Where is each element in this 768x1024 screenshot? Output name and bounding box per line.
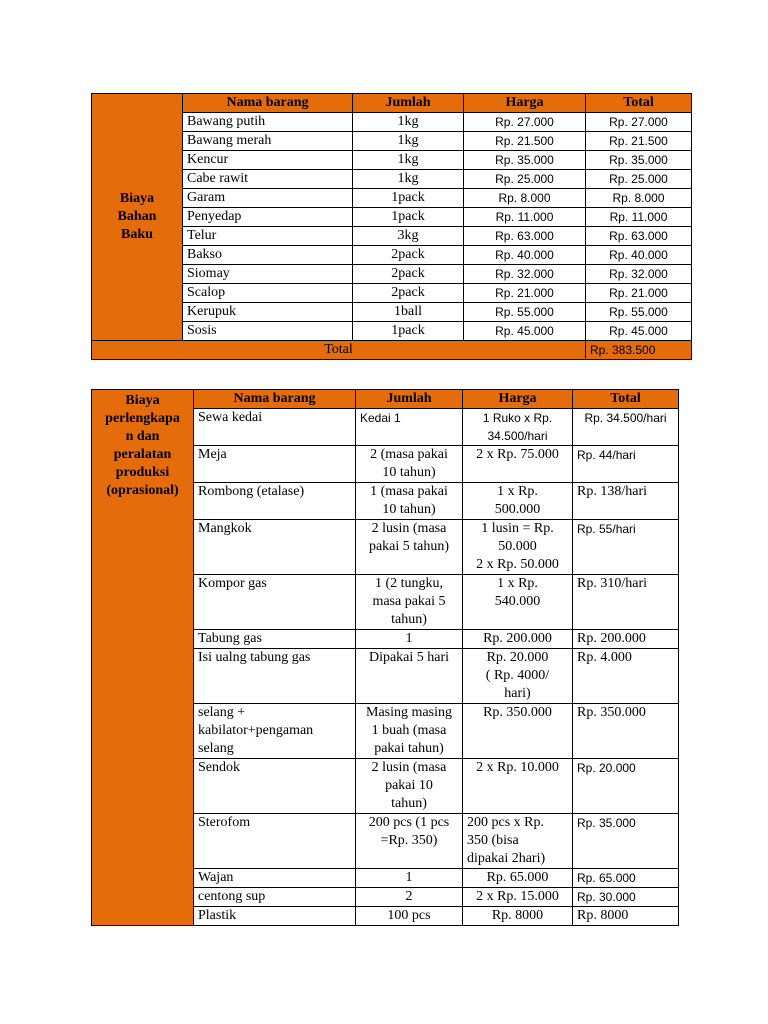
item-price: Rp. 65.000 xyxy=(463,869,573,888)
item-total: Rp. 32.000 xyxy=(586,265,692,284)
table-header-row xyxy=(92,94,692,113)
item-qty: 2 xyxy=(356,888,463,907)
item-qty: 3kg xyxy=(353,227,464,246)
item-price: Rp. 21.500 xyxy=(464,132,586,151)
item-total: Rp. 25.000 xyxy=(586,170,692,189)
item-qty: Masing masing 1 buah (masa pakai tahun) xyxy=(356,704,463,759)
item-qty: Dipakai 5 hari xyxy=(356,649,463,704)
item-total: Rp. 34.500/hari xyxy=(573,409,679,446)
item-price: Rp. 40.000 xyxy=(464,246,586,265)
item-price: 1 x Rp. 500.000 xyxy=(463,483,573,520)
item-total: Rp. 8.000 xyxy=(586,189,692,208)
column-header: Harga xyxy=(464,94,586,113)
total-label: Total xyxy=(92,341,586,360)
item-total: Rp. 45.000 xyxy=(586,322,692,341)
item-qty: 2 (masa pakai 10 tahun) xyxy=(356,446,463,483)
column-header: Jumlah xyxy=(356,390,463,409)
item-name: Wajan xyxy=(194,869,356,888)
item-qty: 1kg xyxy=(353,151,464,170)
item-name: Sewa kedai xyxy=(194,409,356,446)
item-name: Isi ualng tabung gas xyxy=(194,649,356,704)
item-qty: 100 pcs xyxy=(356,907,463,926)
item-total: Rp. 55.000 xyxy=(586,303,692,322)
item-price: Rp. 8.000 xyxy=(464,189,586,208)
item-qty: 2 lusin (masa pakai 10 tahun) xyxy=(356,759,463,814)
item-total: Rp. 30.000 xyxy=(573,888,679,907)
item-price: 1 x Rp. 540.000 xyxy=(463,575,573,630)
column-header: Jumlah xyxy=(353,94,464,113)
item-total: Rp. 20.000 xyxy=(573,759,679,814)
item-name: Kompor gas xyxy=(194,575,356,630)
item-name: Telur xyxy=(183,227,353,246)
table-header-row xyxy=(92,390,679,409)
item-price: Rp. 350.000 xyxy=(463,704,573,759)
column-header: Nama barang xyxy=(194,390,356,409)
item-price: Rp. 20.000 ( Rp. 4000/ hari) xyxy=(463,649,573,704)
item-price: Rp. 8000 xyxy=(463,907,573,926)
item-qty: Kedai 1 xyxy=(356,409,463,446)
item-qty: 1pack xyxy=(353,189,464,208)
item-qty: 1 xyxy=(356,630,463,649)
column-header: Total xyxy=(573,390,679,409)
item-total: Rp. 63.000 xyxy=(586,227,692,246)
item-name: Sendok xyxy=(194,759,356,814)
item-qty: 1 xyxy=(356,869,463,888)
item-total: Rp. 55/hari xyxy=(573,520,679,575)
item-total: Rp. 138/hari xyxy=(573,483,679,520)
item-total: Rp. 310/hari xyxy=(573,575,679,630)
total-row xyxy=(92,341,692,360)
item-total: Rp. 27.000 xyxy=(586,113,692,132)
item-price: Rp. 32.000 xyxy=(464,265,586,284)
item-price: 1 lusin = Rp. 50.000 2 x Rp. 50.000 xyxy=(463,520,573,575)
item-name: centong sup xyxy=(194,888,356,907)
column-header: Harga xyxy=(463,390,573,409)
item-name: Bawang merah xyxy=(183,132,353,151)
item-price: 2 x Rp. 10.000 xyxy=(463,759,573,814)
item-price: 2 x Rp. 15.000 xyxy=(463,888,573,907)
item-qty: 2pack xyxy=(353,265,464,284)
item-name: Rombong (etalase) xyxy=(194,483,356,520)
item-name: Cabe rawit xyxy=(183,170,353,189)
item-qty: 2pack xyxy=(353,246,464,265)
item-total: Rp. 35.000 xyxy=(573,814,679,869)
column-header: Nama barang xyxy=(183,94,353,113)
item-qty: 1kg xyxy=(353,132,464,151)
item-total: Rp. 8000 xyxy=(573,907,679,926)
item-qty: 1 (2 tungku, masa pakai 5 tahun) xyxy=(356,575,463,630)
item-price: 1 Ruko x Rp. 34.500/hari xyxy=(463,409,573,446)
item-total: Rp. 350.000 xyxy=(573,704,679,759)
item-name: Plastik xyxy=(194,907,356,926)
item-total: Rp. 65.000 xyxy=(573,869,679,888)
section-label: Biaya Bahan Baku xyxy=(92,94,183,341)
column-header: Total xyxy=(586,94,692,113)
item-qty: 1 (masa pakai 10 tahun) xyxy=(356,483,463,520)
item-total: Rp. 44/hari xyxy=(573,446,679,483)
item-price: Rp. 11.000 xyxy=(464,208,586,227)
item-name: Bawang putih xyxy=(183,113,353,132)
item-name: Sterofom xyxy=(194,814,356,869)
item-total: Rp. 40.000 xyxy=(586,246,692,265)
item-price: Rp. 35.000 xyxy=(464,151,586,170)
item-price: 2 x Rp. 75.000 xyxy=(463,446,573,483)
item-name: Tabung gas xyxy=(194,630,356,649)
item-qty: 2pack xyxy=(353,284,464,303)
item-price: Rp. 55.000 xyxy=(464,303,586,322)
item-qty: 1pack xyxy=(353,322,464,341)
item-name: Scalop xyxy=(183,284,353,303)
item-name: Kencur xyxy=(183,151,353,170)
item-qty: 1ball xyxy=(353,303,464,322)
item-name: Sosis xyxy=(183,322,353,341)
item-name: Garam xyxy=(183,189,353,208)
item-qty: 2 lusin (masa pakai 5 tahun) xyxy=(356,520,463,575)
item-price: 200 pcs x Rp. 350 (bisa dipakai 2hari) xyxy=(463,814,573,869)
item-name: selang + kabilator+pengaman selang xyxy=(194,704,356,759)
raw-material-cost-table xyxy=(91,93,692,360)
item-price: Rp. 45.000 xyxy=(464,322,586,341)
item-name: Mangkok xyxy=(194,520,356,575)
item-qty: 1pack xyxy=(353,208,464,227)
item-total: Rp. 35.000 xyxy=(586,151,692,170)
item-price: Rp. 27.000 xyxy=(464,113,586,132)
item-qty: 200 pcs (1 pcs =Rp. 350) xyxy=(356,814,463,869)
item-name: Penyedap xyxy=(183,208,353,227)
item-total: Rp. 21.000 xyxy=(586,284,692,303)
item-price: Rp. 200.000 xyxy=(463,630,573,649)
total-value: Rp. 383.500 xyxy=(586,341,692,360)
equipment-cost-table xyxy=(91,389,679,926)
item-name: Meja xyxy=(194,446,356,483)
item-name: Kerupuk xyxy=(183,303,353,322)
item-qty: 1kg xyxy=(353,170,464,189)
item-price: Rp. 25.000 xyxy=(464,170,586,189)
item-name: Bakso xyxy=(183,246,353,265)
item-total: Rp. 200.000 xyxy=(573,630,679,649)
item-total: Rp. 11.000 xyxy=(586,208,692,227)
item-name: Siomay xyxy=(183,265,353,284)
item-price: Rp. 63.000 xyxy=(464,227,586,246)
item-total: Rp. 21.500 xyxy=(586,132,692,151)
item-qty: 1kg xyxy=(353,113,464,132)
section-label: Biaya perlengkapa n dan peralatan produksi (oprasional) xyxy=(92,390,194,926)
item-price: Rp. 21.000 xyxy=(464,284,586,303)
item-total: Rp. 4.000 xyxy=(573,649,679,704)
